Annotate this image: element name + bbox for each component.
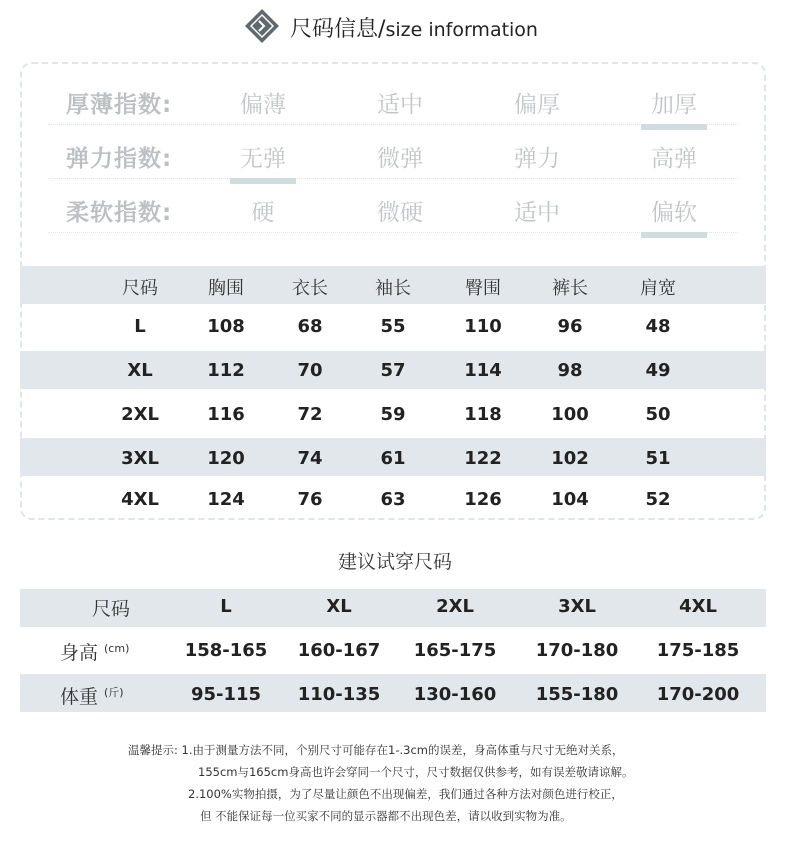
- page-title: [290, 12, 538, 43]
- table-header-cell: 臀围: [465, 278, 501, 299]
- index-option-label: 微弹: [377, 146, 423, 172]
- measure-cell: 124: [207, 489, 245, 510]
- recommend-row-label: [92, 594, 130, 621]
- note-line-3: 2.100%实物拍摄，为了尽量让颜色不出现偏差，我们通过各种方法对颜色进行校正，: [188, 787, 623, 801]
- note-line-1: 温馨提示: 1.由于测量方法不同，个别尺寸可能存在1-.3cm的误差，身高体重与尺寸无绝对关系，: [128, 743, 624, 757]
- measure-cell: 63: [380, 489, 406, 510]
- weight-range-cell: 95-115: [190, 684, 262, 705]
- index-option-label: 硬: [251, 200, 275, 226]
- size-cell: 2XL: [121, 404, 159, 425]
- height-range-cell: 165-175: [413, 640, 497, 661]
- row-label-text: 尺码: [92, 598, 131, 620]
- table-header-cell: 袖长: [375, 278, 411, 299]
- index-row: [0, 138, 790, 188]
- recommend-size-cell: 4XL: [679, 596, 717, 617]
- index-option: [213, 86, 313, 119]
- height-range-cell: 170-180: [535, 640, 619, 661]
- index-option: [350, 194, 450, 227]
- title-separator: /: [378, 17, 386, 42]
- measure-cell: 102: [551, 448, 589, 469]
- index-option-label: 加厚: [651, 92, 697, 118]
- measure-cell: 49: [645, 360, 671, 381]
- unit-label: (斤): [104, 685, 124, 699]
- measure-cell: 116: [207, 404, 245, 425]
- table-header-cell: 尺码: [122, 278, 158, 299]
- measure-cell: 50: [645, 404, 671, 425]
- index-option-label: 偏薄: [240, 92, 286, 118]
- measure-cell: 48: [645, 316, 671, 337]
- table-header-cell: 裤长: [552, 278, 588, 299]
- index-label: 厚薄指数:: [66, 92, 173, 118]
- index-option: [624, 86, 724, 119]
- measure-cell: 110: [464, 316, 502, 337]
- measure-cell: 70: [297, 360, 323, 381]
- row-divider: [48, 124, 738, 125]
- size-cell: 4XL: [121, 489, 159, 510]
- size-cell: L: [134, 316, 146, 337]
- weight-range-cell: 170-200: [656, 684, 740, 705]
- index-label: 弹力指数:: [66, 146, 173, 172]
- row-label-text: 身高: [60, 642, 99, 664]
- table-header-cell: 胸围: [208, 278, 244, 299]
- measure-cell: 126: [464, 489, 502, 510]
- index-row: [0, 192, 790, 242]
- weight-range-cell: 130-160: [413, 684, 497, 705]
- selected-indicator: [230, 178, 296, 184]
- index-row: [0, 84, 790, 134]
- unit-label: (cm): [104, 641, 130, 655]
- height-range-cell: 160-167: [297, 640, 381, 661]
- note-line-4: 但 不能保证每一位买家不同的显示器都不出现色差，请以收到实物为准。: [200, 809, 572, 823]
- measure-cell: 76: [297, 489, 323, 510]
- size-cell: 3XL: [121, 448, 159, 469]
- measure-cell: 61: [380, 448, 406, 469]
- index-option: [624, 140, 724, 173]
- weight-range-cell: 155-180: [535, 684, 619, 705]
- recommend-size-cell: L: [220, 596, 232, 617]
- selected-indicator: [641, 124, 707, 130]
- index-option-label: 无弹: [240, 146, 286, 172]
- measure-cell: 120: [207, 448, 245, 469]
- measure-cell: 104: [551, 489, 589, 510]
- recommend-title: 建议试穿尺码: [337, 551, 452, 573]
- index-option-label: 微硬: [377, 200, 423, 226]
- index-option: [487, 140, 587, 173]
- size-cell: XL: [127, 360, 153, 381]
- measure-cell: 51: [645, 448, 671, 469]
- measure-cell: 59: [380, 404, 406, 425]
- recommend-size-cell: 3XL: [558, 596, 596, 617]
- index-option: [350, 86, 450, 119]
- measure-cell: 114: [464, 360, 502, 381]
- page-header: [0, 6, 790, 50]
- row-divider: [48, 178, 738, 179]
- measure-cell: 118: [464, 404, 502, 425]
- title-en: size information: [385, 19, 538, 41]
- height-range-cell: 158-165: [184, 640, 268, 661]
- index-option-label: 偏软: [651, 200, 697, 226]
- index-option-label: 高弹: [651, 146, 697, 172]
- index-option: [624, 194, 724, 227]
- index-option: [487, 194, 587, 227]
- measure-cell: 122: [464, 448, 502, 469]
- table-header-cell: 肩宽: [640, 278, 676, 299]
- measure-cell: 72: [297, 404, 323, 425]
- row-divider: [48, 232, 738, 233]
- measure-cell: 52: [645, 489, 671, 510]
- index-option-label: 适中: [377, 92, 423, 118]
- index-option: [350, 140, 450, 173]
- measure-cell: 74: [297, 448, 323, 469]
- measure-cell: 98: [557, 360, 583, 381]
- measure-cell: 96: [557, 316, 583, 337]
- measure-cell: 108: [207, 316, 245, 337]
- index-label: 柔软指数:: [66, 200, 173, 226]
- recommend-size-cell: 2XL: [436, 596, 474, 617]
- recommend-row-label: [60, 682, 124, 709]
- index-option: [213, 140, 313, 173]
- index-option-label: 适中: [514, 200, 560, 226]
- diamond-logo-icon: [244, 8, 280, 44]
- measure-cell: 112: [207, 360, 245, 381]
- weight-range-cell: 110-135: [297, 684, 381, 705]
- row-label-text: 体重: [60, 686, 99, 708]
- index-option: [213, 194, 313, 227]
- measure-cell: 100: [551, 404, 589, 425]
- index-option-label: 弹力: [514, 146, 560, 172]
- table-header-cell: 衣长: [292, 278, 328, 299]
- measure-cell: 57: [380, 360, 406, 381]
- recommend-row-label: [60, 638, 129, 665]
- index-option: [487, 86, 587, 119]
- title-cn: 尺码信息: [290, 17, 379, 42]
- height-range-cell: 175-185: [656, 640, 740, 661]
- recommend-size-cell: XL: [326, 596, 352, 617]
- selected-indicator: [641, 232, 707, 238]
- measure-cell: 55: [380, 316, 406, 337]
- note-line-2: 155cm与165cm身高也许会穿同一个尺寸，尺寸数据仅供参考，如有误差敬请谅解。: [198, 765, 634, 779]
- measure-cell: 68: [297, 316, 323, 337]
- index-option-label: 偏厚: [514, 92, 560, 118]
